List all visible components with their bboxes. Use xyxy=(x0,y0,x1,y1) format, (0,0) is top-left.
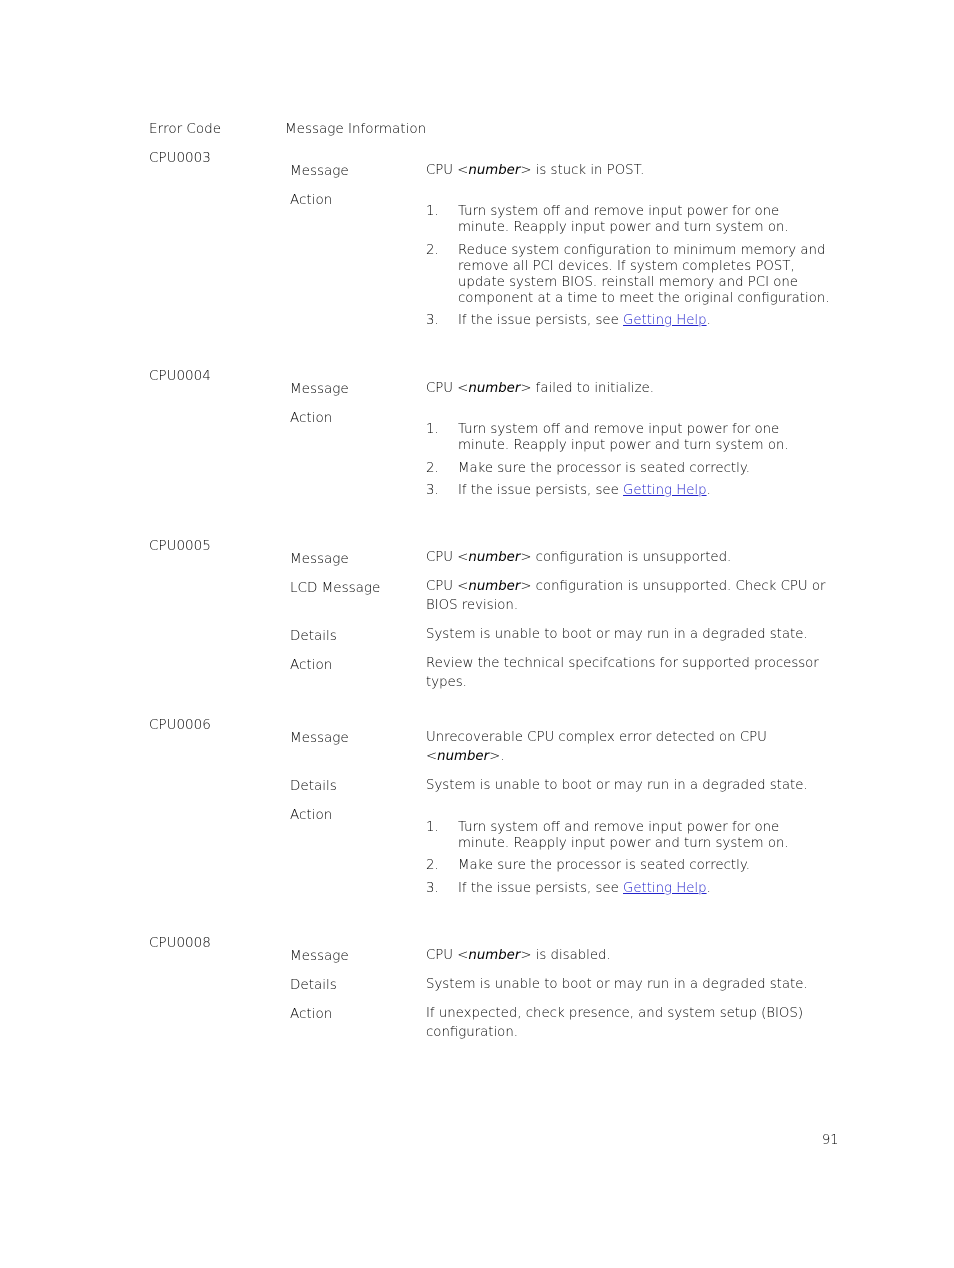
step-text: component at a time to meet the original configuration. xyxy=(458,291,830,306)
action-label: Action xyxy=(290,192,333,208)
message-label: Message xyxy=(290,730,349,746)
action-text: types. xyxy=(426,675,467,690)
error-code: CPU0005 xyxy=(149,538,211,554)
message-label: Message xyxy=(290,381,349,397)
step-number: 3. xyxy=(426,881,439,896)
message-text: CPU <number> is stuck in POST. xyxy=(426,163,645,178)
details-text: System is unable to boot or may run in a degraded state. xyxy=(426,627,808,642)
step-number: 2. xyxy=(426,858,439,873)
step-text: remove all PCI devices. If system completes POST, xyxy=(458,259,795,274)
step-number: 3. xyxy=(426,483,439,498)
details-label: Details xyxy=(290,778,337,794)
action-label: Action xyxy=(290,807,333,823)
lcd-message-label: LCD Message xyxy=(290,580,381,596)
error-code: CPU0006 xyxy=(149,717,211,733)
action-text: If unexpected, check presence, and system setup (BIOS) xyxy=(426,1006,804,1021)
page-number: 91 xyxy=(822,1133,839,1148)
error-code: CPU0008 xyxy=(149,935,211,951)
step-number: 2. xyxy=(426,461,439,476)
details-label: Details xyxy=(290,628,337,644)
action-text: configuration. xyxy=(426,1025,518,1040)
details-label: Details xyxy=(290,977,337,993)
action-label: Action xyxy=(290,657,333,673)
step-text: minute. Reapply input power and turn system on. xyxy=(458,836,789,851)
step-text: minute. Reapply input power and turn system on. xyxy=(458,438,789,453)
step-number: 3. xyxy=(426,313,439,328)
step-text: Make sure the processor is seated correctly. xyxy=(458,461,751,476)
details-text: System is unable to boot or may run in a degraded state. xyxy=(426,977,808,992)
header-message-information: Message Information xyxy=(285,121,427,137)
step-text: update system BIOS. reinstall memory and PCI one xyxy=(458,275,798,290)
details-text: System is unable to boot or may run in a degraded state. xyxy=(426,778,808,793)
message-label: Message xyxy=(290,163,349,179)
step-number: 1. xyxy=(426,422,439,437)
step-text: Turn system off and remove input power for one xyxy=(458,204,780,219)
message-label: Message xyxy=(290,948,349,964)
lcd-message-text: CPU <number> configuration is unsupported. Check CPU or xyxy=(426,579,826,594)
step-text: If the issue persists, see Getting Help. xyxy=(458,881,711,896)
lcd-message-text: BIOS revision. xyxy=(426,598,519,613)
step-text: If the issue persists, see Getting Help. xyxy=(458,313,711,328)
action-label: Action xyxy=(290,1006,333,1022)
getting-help-link[interactable]: Getting Help xyxy=(623,483,707,498)
step-number: 2. xyxy=(426,243,439,258)
step-text: Turn system off and remove input power for one xyxy=(458,422,780,437)
error-code: CPU0003 xyxy=(149,150,211,166)
step-text: Turn system off and remove input power for one xyxy=(458,820,780,835)
step-number: 1. xyxy=(426,204,439,219)
action-label: Action xyxy=(290,410,333,426)
step-text: Reduce system configuration to minimum memory and xyxy=(458,243,826,258)
getting-help-link[interactable]: Getting Help xyxy=(623,313,707,328)
message-text: Unrecoverable CPU complex error detected on CPU xyxy=(426,730,767,745)
step-number: 1. xyxy=(426,820,439,835)
message-label: Message xyxy=(290,551,349,567)
getting-help-link[interactable]: Getting Help xyxy=(623,881,707,896)
step-text: If the issue persists, see Getting Help. xyxy=(458,483,711,498)
step-text: minute. Reapply input power and turn system on. xyxy=(458,220,789,235)
error-code: CPU0004 xyxy=(149,368,211,384)
step-text: Make sure the processor is seated correctly. xyxy=(458,858,751,873)
message-text: CPU <number> configuration is unsupported. xyxy=(426,550,732,565)
message-text: <number>. xyxy=(426,749,505,764)
message-text: CPU <number> failed to initialize. xyxy=(426,381,654,396)
action-text: Review the technical specifcations for supported processor xyxy=(426,656,819,671)
header-error-code: Error Code xyxy=(149,121,221,137)
message-text: CPU <number> is disabled. xyxy=(426,948,611,963)
